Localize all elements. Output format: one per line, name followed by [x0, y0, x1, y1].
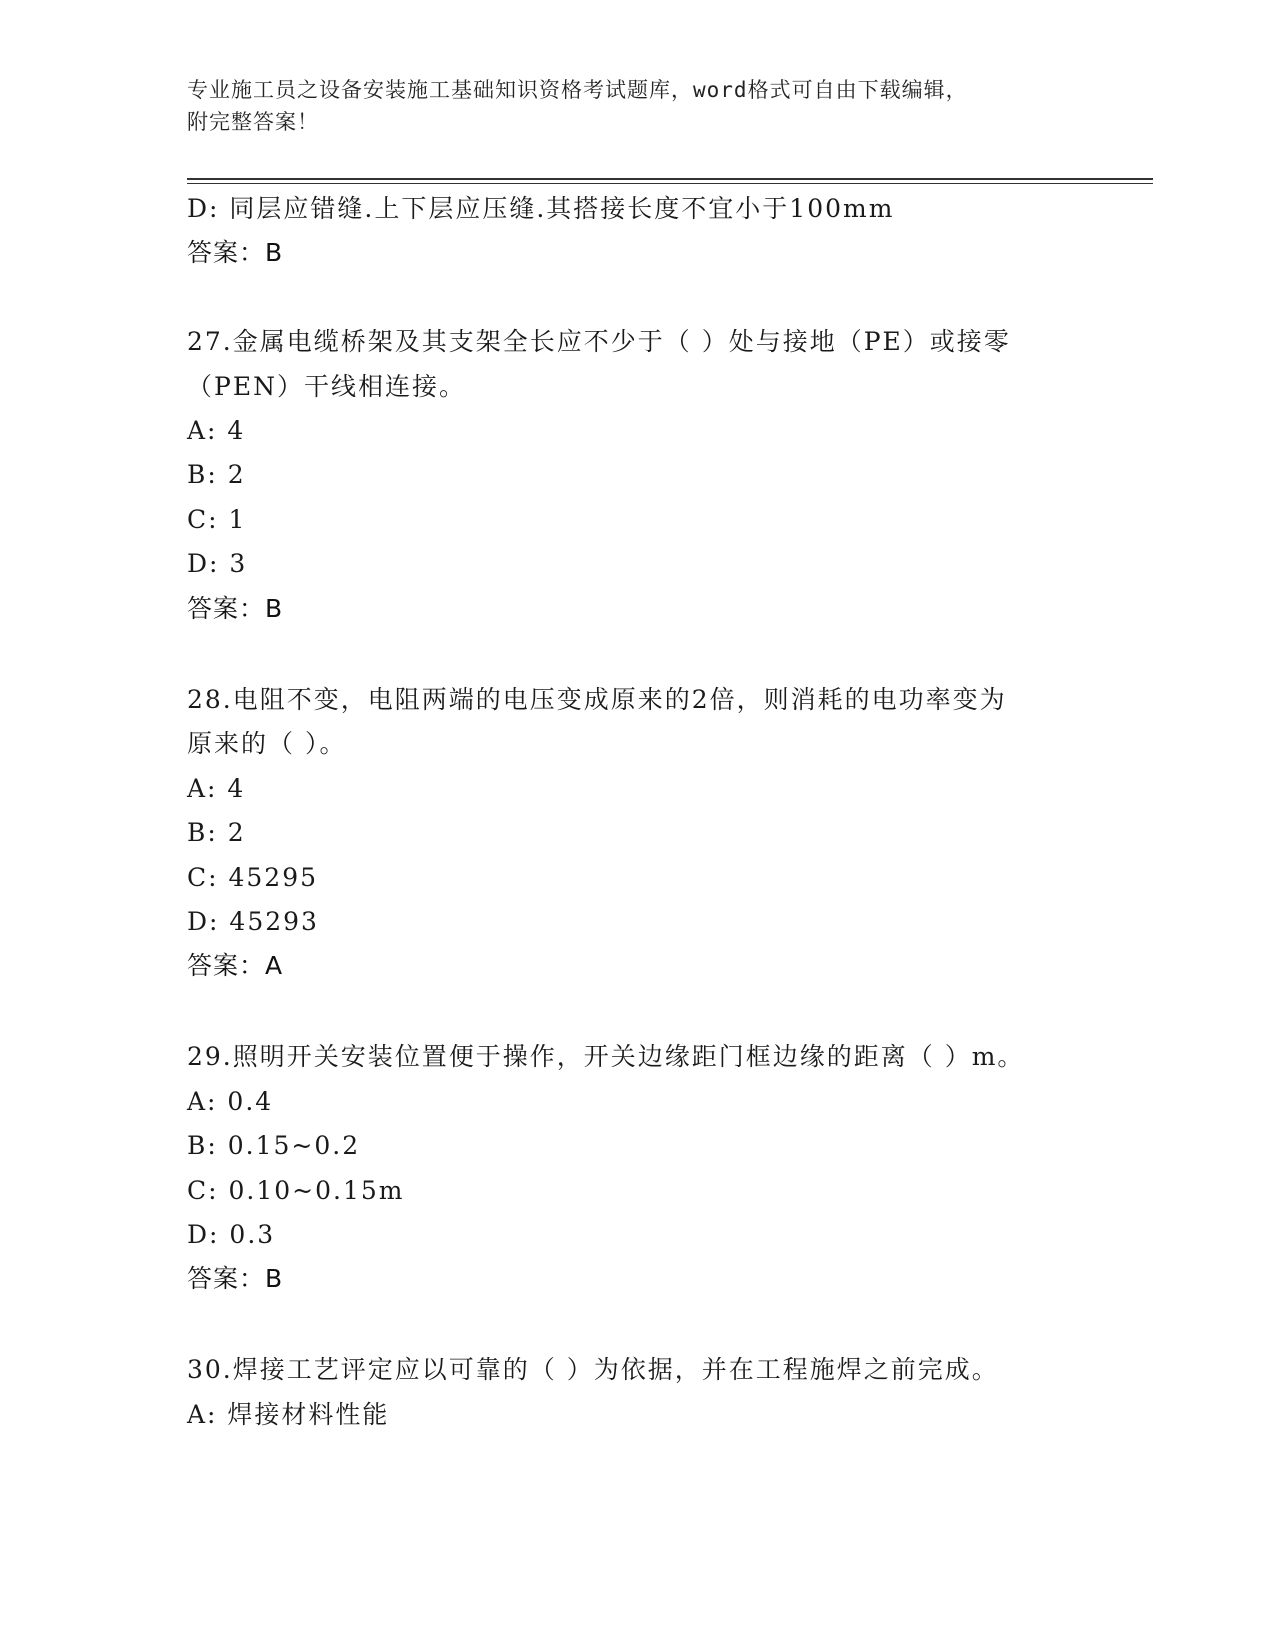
q27-answer: 答案：B — [187, 594, 284, 623]
q27-stem-line-2: （PEN）干线相连接。 — [187, 372, 466, 401]
q27-option-a: A: 4 — [187, 416, 246, 445]
q28-option-d: D: 45293 — [187, 907, 319, 936]
header-line-1: 专业施工员之设备安装施工基础知识资格考试题库，word格式可自由下载编辑， — [187, 78, 968, 102]
q29-option-d: D: 0.3 — [187, 1220, 276, 1249]
header-divider-thin — [187, 183, 1153, 184]
q27-stem-line-1: 27.金属电缆桥架及其支架全长应不少于（ ）处与接地（PE）或接零 — [187, 327, 1011, 356]
q28-stem-line-1: 28.电阻不变，电阻两端的电压变成原来的2倍，则消耗的电功率变为 — [187, 685, 1007, 714]
header-line-2: 附完整答案！ — [187, 110, 319, 134]
q27-option-b: B: 2 — [187, 460, 246, 489]
q28-stem-line-2: 原来的（ ）。 — [187, 729, 347, 758]
prev-answer: 答案：B — [187, 238, 284, 267]
header-divider-thick — [187, 178, 1153, 180]
q29-stem-line-1: 29.照明开关安装位置便于操作，开关边缘距门框边缘的距离（ ）m。 — [187, 1042, 1025, 1071]
q29-option-b: B: 0.15~0.2 — [187, 1131, 361, 1160]
q28-answer: 答案：A — [187, 951, 284, 980]
q27-option-c: C: 1 — [187, 505, 247, 534]
q28-option-c: C: 45295 — [187, 863, 319, 892]
q29-option-a: A: 0.4 — [187, 1087, 274, 1116]
prev-option-d: D: 同层应错缝.上下层应压缝.其搭接长度不宜小于100mm — [187, 194, 895, 223]
q30-option-a: A: 焊接材料性能 — [187, 1400, 390, 1429]
q28-option-b: B: 2 — [187, 818, 246, 847]
document-header — [187, 74, 1087, 138]
q30-stem-line-1: 30.焊接工艺评定应以可靠的（ ）为依据，并在工程施焊之前完成。 — [187, 1355, 999, 1384]
q28-option-a: A: 4 — [187, 774, 246, 803]
q29-option-c: C: 0.10~0.15m — [187, 1176, 405, 1205]
q29-answer: 答案：B — [187, 1264, 284, 1293]
q27-option-d: D: 3 — [187, 549, 248, 578]
